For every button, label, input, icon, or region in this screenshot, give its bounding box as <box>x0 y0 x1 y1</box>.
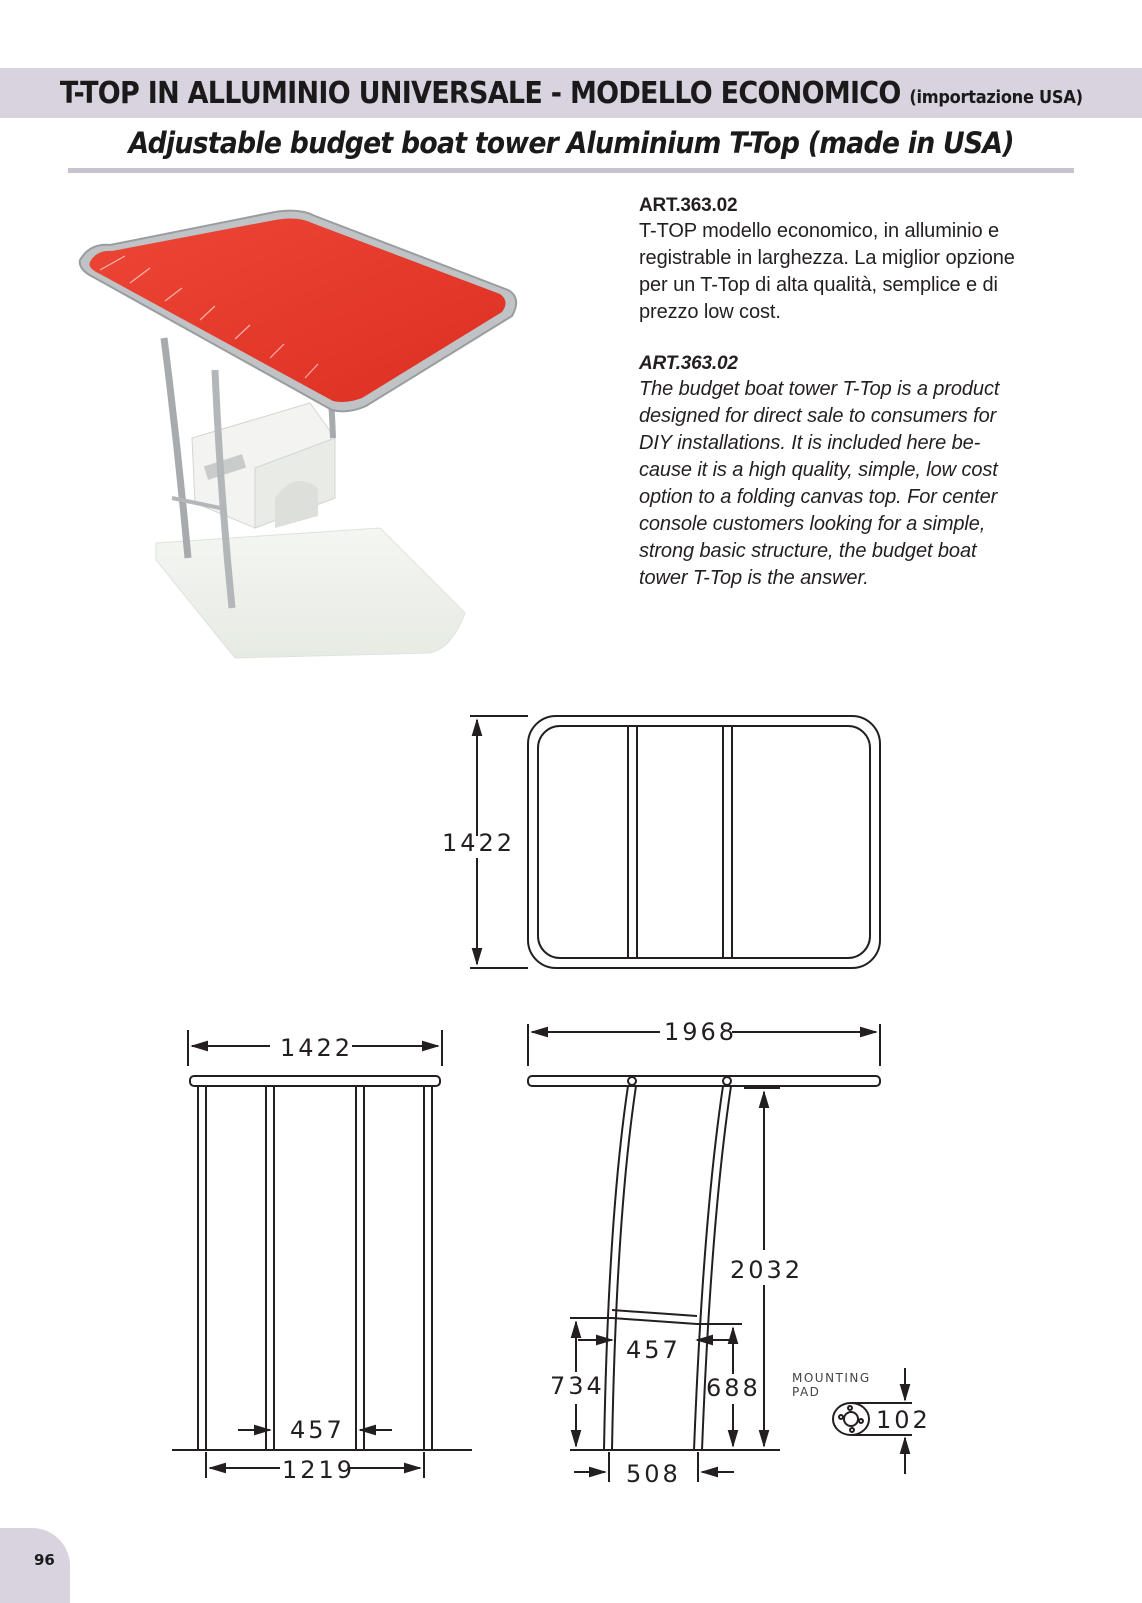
subtitle-text: Adjustable budget boat tower Aluminium T-Top (made in USA) <box>128 126 1014 160</box>
title-bar <box>0 68 1142 118</box>
dim-pad-size: 102 <box>876 1406 931 1434</box>
description-en-line: tower T-Top is the answer. <box>639 567 869 589</box>
article-code-en: ART.363.02 <box>639 353 738 374</box>
description-en-line: designed for direct sale to consumers for <box>639 405 997 427</box>
description-it-line: per un T-Top di alta qualità, semplice e di <box>639 274 998 296</box>
description-it-line: T-TOP modello economico, in alluminio e <box>639 220 999 242</box>
dim-side-base-spacing: 508 <box>626 1460 681 1488</box>
description-en-line: strong basic structure, the budget boat <box>639 540 977 562</box>
mounting-pad-label-2: PAD <box>792 1385 821 1399</box>
description-en-line: The budget boat tower T-Top is a product <box>639 378 1000 400</box>
dim-side-length: 1968 <box>664 1018 738 1046</box>
description-en-line: option to a folding canvas top. For center <box>639 486 998 508</box>
description-en-line: console customers looking for a simple, <box>639 513 986 535</box>
page-title <box>60 76 1083 111</box>
description-it-line: registrable in larghezza. La miglior opzione <box>639 247 1015 269</box>
mounting-pad-drawing <box>792 1368 931 1474</box>
dim-side-brace-spacing: 457 <box>626 1336 681 1364</box>
dim-top-depth: 1422 <box>442 829 516 857</box>
dim-front-inner-spacing: 457 <box>290 1416 345 1444</box>
dim-side-height: 2032 <box>730 1256 804 1284</box>
technical-drawings <box>0 680 1142 1500</box>
dim-side-brace-right: 688 <box>706 1374 761 1402</box>
description-en-line: DIY installations. It is included here be- <box>639 432 981 454</box>
description-en-line: cause it is a high quality, simple, low cost <box>639 459 998 481</box>
product-photo <box>70 198 540 660</box>
page-subtitle <box>0 118 1142 168</box>
title-main-text: T-TOP IN ALLUMINIO UNIVERSALE - MODELLO ECONOMICO <box>59 75 901 111</box>
product-description <box>639 195 1079 592</box>
side-view-drawing <box>528 1018 880 1488</box>
front-view-drawing <box>172 1030 472 1484</box>
dim-side-brace-left: 734 <box>550 1372 605 1400</box>
mounting-pad-label-1: MOUNTING <box>792 1371 871 1385</box>
dim-front-width-top: 1422 <box>280 1034 354 1062</box>
title-suffix: (importazione USA) <box>909 86 1083 108</box>
dim-front-base-width: 1219 <box>282 1456 356 1484</box>
page-number: 96 <box>34 1551 55 1569</box>
article-code-it: ART.363.02 <box>639 195 738 216</box>
header-divider <box>68 168 1074 173</box>
top-view-drawing <box>442 716 880 968</box>
description-it-line: prezzo low cost. <box>639 301 781 323</box>
